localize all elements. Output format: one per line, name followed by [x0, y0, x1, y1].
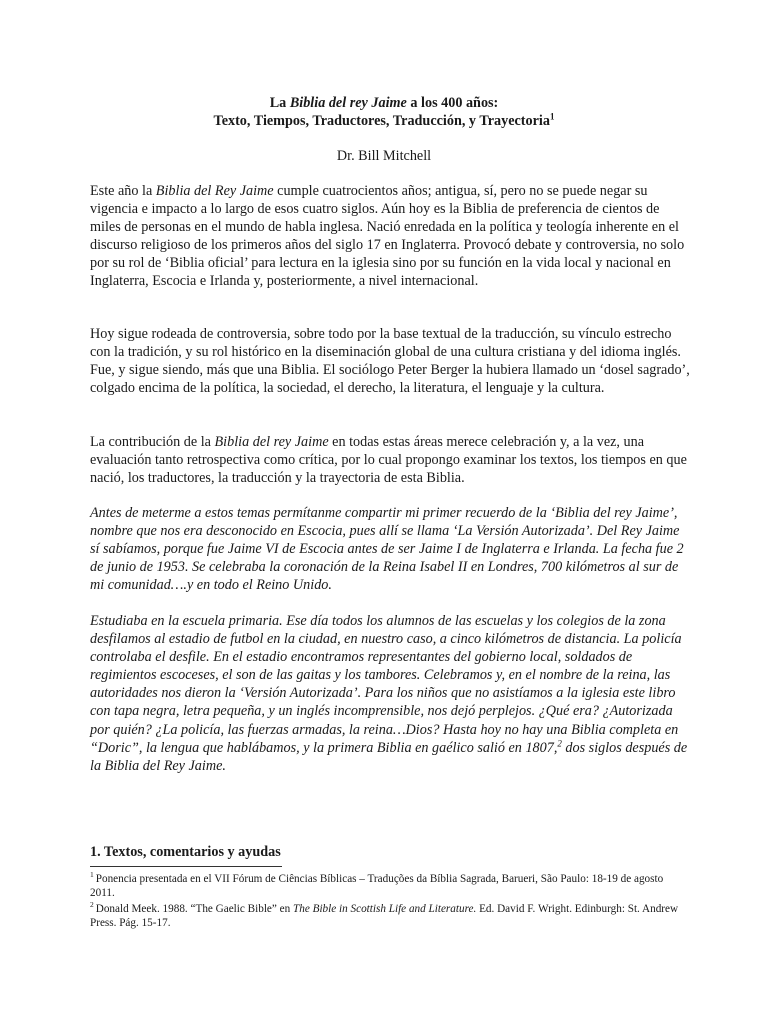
title-line-2 — [0, 112, 768, 130]
paragraph-1-post: cumple cuatrocientos años; antigua, sí, pero no se puede negar su vigencia e impacto a lo largo de esos cuatro siglos. Aún hoy es la Biblia de preferencia de cientos de miles de personas en el mundo de habla inglesa. Nació enredada en la política y teología inherente en el discurso religioso de los primeros años del siglo 17 en Inglaterra. Provocó debate y controversia, no solo por su rol de ‘Biblia oficial’ para lectura en la iglesia sino por su función en la vida local y nacional en Inglaterra, Escocia e Irlanda y, posteriormente, a nivel internacional. — [90, 183, 685, 290]
title-line-1 — [0, 94, 768, 112]
footnote-2-book-title: The Bible in Scottish Life and Literature. — [293, 903, 477, 915]
paragraph-5-post: dos siglos después de la Biblia del Rey Jaime. — [90, 739, 688, 774]
paragraph-3-italic: Biblia del rey Jaime — [214, 434, 329, 450]
section-heading: 1. Textos, comentarios y ayudas — [90, 844, 281, 860]
document-title — [0, 94, 768, 130]
footnote-2-mark: 2 — [90, 900, 94, 910]
title-suffix: a los 400 años: — [406, 95, 499, 111]
paragraph-1-pre: Este año la — [90, 183, 156, 199]
footnote-1-mark: 1 — [90, 870, 94, 880]
paragraph-4-anecdote: Antes de meterme a estos temas permítanme compartir mi primer recuerdo de la ‘Biblia del rey Jaime’, nombre que nos era desconocido en Escocia, pues allí se llama ‘La Versión Autorizada’. Del Rey Jaime sí sabíamos, porque fue Jaime VI de Escocia antes de ser Jaime I de Inglaterra e Irlanda. La fecha fue 2 de junio de 1953. Se celebraba la coronación de la Reina Isabel II en Londres, 700 kilómetros al sur de mi comunidad….y en todo el Reino Unido. — [90, 505, 684, 594]
title-prefix: La — [269, 95, 290, 111]
footnote-ref-2[interactable]: 2 — [557, 737, 562, 748]
footnote-2-pre: Donald Meek. 1988. “The Gaelic Bible” en — [95, 903, 294, 915]
footnote-2-post: Ed. David F. Wright. Edinburgh: St. Andrew Press. Pág. 15-17. — [90, 903, 679, 929]
paragraph-1 — [90, 182, 690, 291]
footnote-ref-1[interactable]: 1 — [549, 111, 555, 122]
title-italic-book-name: Biblia del rey Jaime — [289, 95, 407, 111]
paragraph-3-pre: La contribución de la — [90, 434, 215, 450]
paragraph-2: Hoy sigue rodeada de controversia, sobre todo por la base textual de la traducción, su vínculo estrecho con la tradición, y su rol histórico en la diseminación global de una cultura cristiana y del idioma inglés. Fue, y sigue siendo, más que una Biblia. El sociólogo Peter Berger la hubiera llamado un ‘dosel sagrado’, colgado encima de la política, la sociedad, el derecho, la literatura, el lenguaje y la cultura. — [90, 326, 690, 397]
author-name: Dr. Bill Mitchell — [336, 148, 432, 164]
subtitle-text: Texto, Tiempos, Traductores, Traducción, y Trayectoria — [213, 113, 550, 129]
paragraph-5-anecdote — [90, 612, 690, 775]
footnote-1-text: Ponencia presentada en el VII Fórum de Ciências Bíblicas – Traduções da Bíblia Sagrada, Barueri, São Paulo: 18-19 de agosto 2011. — [90, 873, 664, 899]
paragraph-1-italic: Biblia del Rey Jaime — [155, 183, 274, 199]
footnote-1 — [90, 872, 690, 900]
paragraph-5-pre: Estudiaba en la escuela primaria. Ese día todos los alumnos de las escuelas y los colegios de la zona desfilamos al estadio de futbol en la ciudad, en nuestro caso, a cinco kilómetros de distancia. La policía controlaba el desfile. En el estadio encontramos representantes del gobierno local, soldados de regimientos escoceses, el son de las gaitas y los tambores. Celebramos y, en el nombre de la reina, las autoridades nos dieron la ‘Versión Autorizada’. Para los niños que no asistíamos a la iglesia este libro con tapa negra, letra pequeña, y un inglés incomprensible, nos dejó perplejos. ¿Qué era? ¿Autorizada por quién? ¿La policía, las fuerzas armadas, la reina…Dios? Hasta hoy no hay una Biblia completa en “Doric”, la lengua que hablábamos, y la primera Biblia en gaélico salió en 1807, — [90, 613, 682, 756]
paragraph-3-post: en todas estas áreas merece celebración y, a la vez, una evaluación tanto retrospectiva como crítica, por lo cual propongo examinar los textos, los tiempos en que nació, los traductores, la traducción y la trayectoria de esta Biblia. — [90, 434, 687, 487]
footnote-2 — [90, 902, 690, 930]
footnote-separator — [90, 866, 282, 867]
paragraph-3 — [90, 433, 690, 487]
